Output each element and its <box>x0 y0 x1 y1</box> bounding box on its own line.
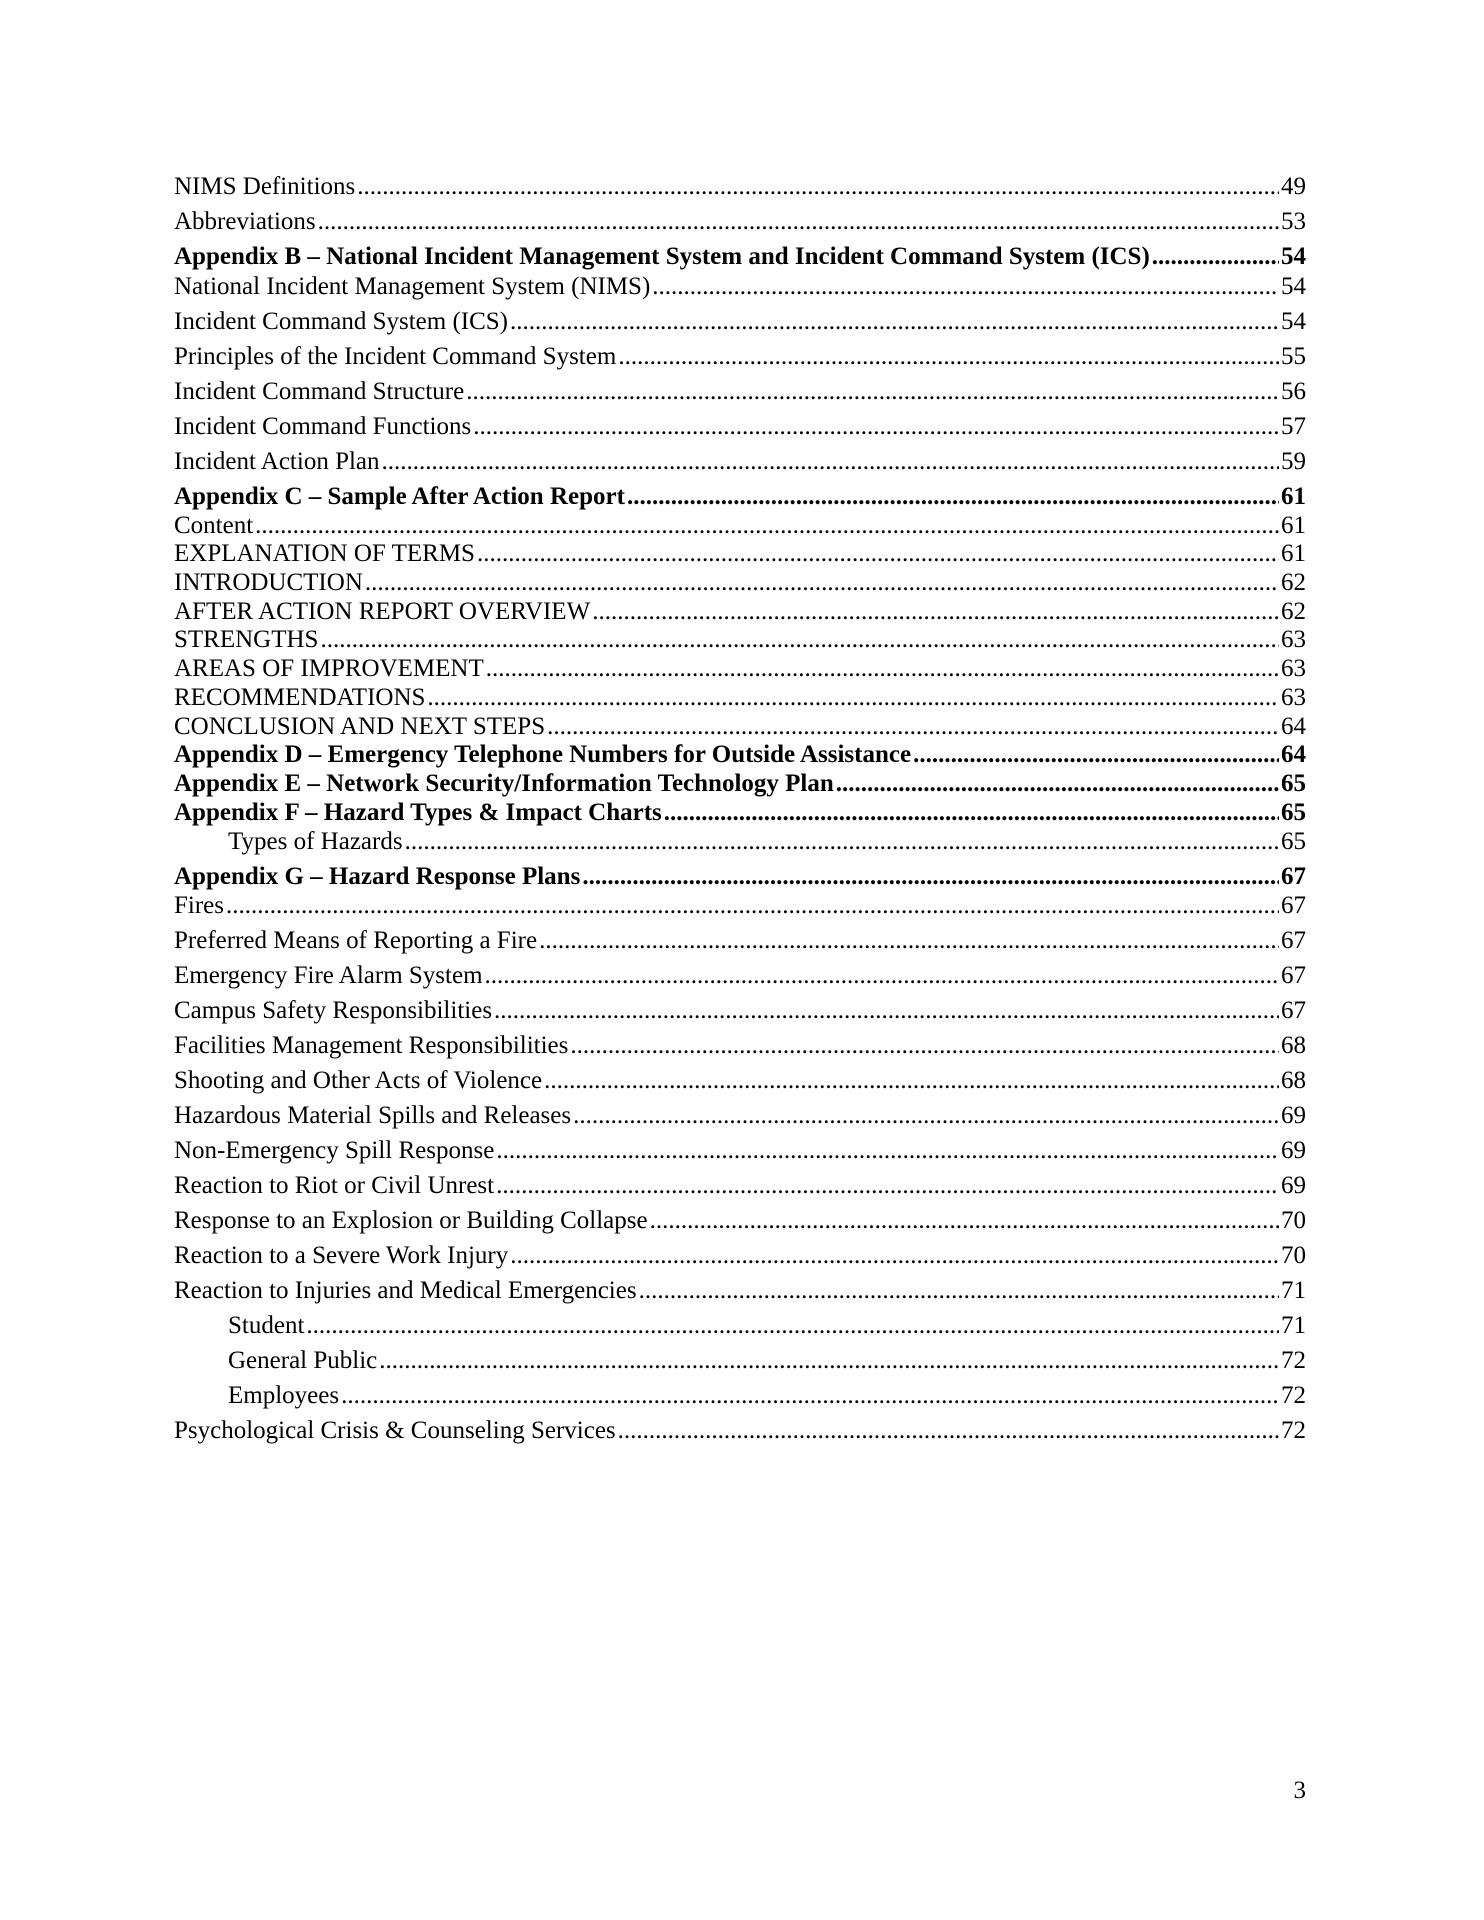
toc-entry[interactable] <box>174 683 1306 713</box>
toc-entry-title: Appendix B – National Incident Management System and Incident Command System (ICS) <box>174 243 1150 270</box>
toc-entry[interactable] <box>174 654 1306 684</box>
toc-entry-page-number: 69 <box>1281 1102 1306 1129</box>
toc-entry-page-number: 67 <box>1281 927 1306 954</box>
toc-entry-page-number: 67 <box>1281 892 1306 919</box>
dot-leader <box>582 862 1279 892</box>
toc-entry-title: National Incident Management System (NIMS) <box>174 273 651 300</box>
dot-leader <box>382 447 1279 477</box>
toc-entry-title: Content <box>174 512 254 539</box>
toc-entry-page-number: 54 <box>1281 243 1306 270</box>
dot-leader <box>573 1101 1279 1131</box>
toc-entry[interactable] <box>174 996 1306 1026</box>
toc-entry-title: Incident Command Functions <box>174 413 472 440</box>
toc-entry[interactable] <box>174 482 1306 512</box>
toc-entry[interactable] <box>174 1416 1306 1446</box>
dot-leader <box>618 342 1279 372</box>
dot-leader <box>320 625 1279 655</box>
dot-leader <box>544 1066 1279 1096</box>
toc-entry-title: Hazardous Material Spills and Releases <box>174 1102 572 1129</box>
dot-leader <box>306 1311 1279 1341</box>
dot-leader <box>255 511 1279 541</box>
toc-entry-title: Appendix E – Network Security/Information Technology Plan <box>174 770 834 797</box>
toc-entry-title: Campus Safety Responsibilities <box>174 997 493 1024</box>
toc-entry-title: Student <box>228 1312 305 1339</box>
page-number: 3 <box>1293 1777 1306 1804</box>
toc-entry-page-number: 65 <box>1281 770 1306 797</box>
toc-entry[interactable] <box>174 568 1306 598</box>
toc-entry[interactable] <box>174 926 1306 956</box>
toc-entry-page-number: 53 <box>1281 208 1306 235</box>
toc-entry-title: Response to an Explosion or Building Collapse <box>174 1207 648 1234</box>
toc-entry-title: RECOMMENDATIONS <box>174 684 426 711</box>
toc-entry-page-number: 65 <box>1281 828 1306 855</box>
dot-leader <box>913 740 1279 770</box>
toc-entry-title: Non-Emergency Spill Response <box>174 1137 495 1164</box>
toc-entry-title: Reaction to Riot or Civil Unrest <box>174 1172 495 1199</box>
toc-entry-title: Abbreviations <box>174 208 316 235</box>
toc-entry-title: Principles of the Incident Command System <box>174 343 617 370</box>
dot-leader <box>510 1241 1279 1271</box>
toc-entry-page-number: 54 <box>1281 273 1306 300</box>
toc-entry[interactable] <box>174 1066 1306 1096</box>
toc-entry-title: Emergency Fire Alarm System <box>174 962 483 989</box>
toc-entry[interactable] <box>174 172 1306 202</box>
toc-entry[interactable] <box>174 307 1306 337</box>
toc-entry-page-number: 67 <box>1281 962 1306 989</box>
dot-leader <box>357 172 1279 202</box>
toc-entry-page-number: 68 <box>1281 1067 1306 1094</box>
toc-entry-title: Incident Action Plan <box>174 448 380 475</box>
toc-entry-page-number: 67 <box>1281 997 1306 1024</box>
toc-entry-title: Psychological Crisis & Counseling Services <box>174 1417 616 1444</box>
toc-entry-page-number: 72 <box>1281 1382 1306 1409</box>
toc-entry-page-number: 55 <box>1281 343 1306 370</box>
toc-entry-page-number: 69 <box>1281 1172 1306 1199</box>
toc-entry-title: INTRODUCTION <box>174 569 363 596</box>
toc-entry-page-number: 71 <box>1281 1312 1306 1339</box>
dot-leader <box>226 891 1279 921</box>
dot-leader <box>365 568 1279 598</box>
toc-entry-title: Appendix D – Emergency Telephone Numbers for Outside Assistance <box>174 741 912 768</box>
toc-entry-page-number: 64 <box>1281 741 1306 768</box>
toc-entry-page-number: 71 <box>1281 1277 1306 1304</box>
dot-leader <box>477 539 1279 569</box>
toc-entry[interactable] <box>174 712 1306 742</box>
toc-entry-page-number: 70 <box>1281 1207 1306 1234</box>
toc-entry-title: STRENGTHS <box>174 626 319 653</box>
toc-entry-page-number: 64 <box>1281 713 1306 740</box>
dot-leader <box>486 654 1279 684</box>
toc-entry-title: Appendix F – Hazard Types & Impact Charts <box>174 799 662 826</box>
toc-entry-title: CONCLUSION AND NEXT STEPS <box>174 713 546 740</box>
dot-leader <box>473 412 1279 442</box>
toc-entry-page-number: 68 <box>1281 1032 1306 1059</box>
dot-leader <box>496 1171 1279 1201</box>
toc-entry-page-number: 61 <box>1281 512 1306 539</box>
toc-entry-page-number: 69 <box>1281 1137 1306 1164</box>
dot-leader <box>570 1031 1279 1061</box>
toc-entry[interactable] <box>174 625 1306 655</box>
toc-entry-page-number: 57 <box>1281 413 1306 440</box>
toc-entry-page-number: 49 <box>1281 173 1306 200</box>
toc-entry-page-number: 62 <box>1281 598 1306 625</box>
dot-leader <box>650 1206 1279 1236</box>
toc-entry-title: Types of Hazards <box>228 828 403 855</box>
toc-entry-page-number: 72 <box>1281 1417 1306 1444</box>
toc-entry[interactable] <box>174 242 1306 272</box>
toc-entry-title: Shooting and Other Acts of Violence <box>174 1067 543 1094</box>
toc-entry-page-number: 63 <box>1281 655 1306 682</box>
dot-leader <box>664 798 1279 828</box>
toc-entry-title: Incident Command Structure <box>174 378 465 405</box>
toc-entry[interactable] <box>174 377 1306 407</box>
toc-entry[interactable] <box>174 769 1306 799</box>
dot-leader <box>496 1136 1279 1166</box>
toc-entry[interactable] <box>174 272 1306 302</box>
toc-entry[interactable] <box>174 539 1306 569</box>
toc-entry-title: Reaction to a Severe Work Injury <box>174 1242 509 1269</box>
toc-entry-page-number: 61 <box>1281 540 1306 567</box>
dot-leader <box>547 712 1279 742</box>
toc-entry-title: AREAS OF IMPROVEMENT <box>174 655 484 682</box>
toc-entry[interactable] <box>174 1311 1306 1341</box>
dot-leader <box>510 307 1279 337</box>
toc-entry-page-number: 72 <box>1281 1347 1306 1374</box>
toc-entry-page-number: 62 <box>1281 569 1306 596</box>
toc-entry[interactable] <box>174 798 1306 828</box>
toc-entry[interactable] <box>174 827 1306 857</box>
toc-entry[interactable] <box>174 1346 1306 1376</box>
toc-entry-title: Fires <box>174 892 224 919</box>
toc-entry[interactable] <box>174 412 1306 442</box>
toc-entry-title: Reaction to Injuries and Medical Emergencies <box>174 1277 637 1304</box>
dot-leader <box>427 683 1279 713</box>
toc-entry-title: Appendix C – Sample After Action Report <box>174 483 625 510</box>
dot-leader <box>405 827 1279 857</box>
toc-entry-page-number: 67 <box>1281 863 1306 890</box>
dot-leader <box>592 597 1279 627</box>
toc-entry-title: Appendix G – Hazard Response Plans <box>174 863 581 890</box>
toc-entry[interactable] <box>174 740 1306 770</box>
dot-leader <box>627 482 1279 512</box>
dot-leader <box>639 1276 1279 1306</box>
toc-entry[interactable] <box>174 1206 1306 1236</box>
toc-entry[interactable] <box>174 1031 1306 1061</box>
dot-leader <box>494 996 1279 1026</box>
toc-entry-page-number: 63 <box>1281 684 1306 711</box>
toc-entry[interactable] <box>174 342 1306 372</box>
toc-entry-page-number: 54 <box>1281 308 1306 335</box>
dot-leader <box>466 377 1279 407</box>
toc-entry-page-number: 56 <box>1281 378 1306 405</box>
toc-entry-title: NIMS Definitions <box>174 173 356 200</box>
dot-leader <box>485 961 1279 991</box>
toc-entry-title: AFTER ACTION REPORT OVERVIEW <box>174 598 591 625</box>
toc-entry[interactable] <box>174 891 1306 921</box>
toc-entry-page-number: 70 <box>1281 1242 1306 1269</box>
toc-entry-page-number: 59 <box>1281 448 1306 475</box>
dot-leader <box>318 207 1279 237</box>
dot-leader <box>618 1416 1279 1446</box>
dot-leader <box>652 272 1279 302</box>
toc-entry[interactable] <box>174 207 1306 237</box>
toc-entry[interactable] <box>174 1171 1306 1201</box>
toc-entry-page-number: 63 <box>1281 626 1306 653</box>
toc-entry-page-number: 65 <box>1281 799 1306 826</box>
dot-leader <box>539 926 1279 956</box>
toc-entry[interactable] <box>174 862 1306 892</box>
toc-entry[interactable] <box>174 1276 1306 1306</box>
toc-entry-title: Employees <box>228 1382 340 1409</box>
toc-entry[interactable] <box>174 1381 1306 1411</box>
toc-entry-page-number: 61 <box>1281 483 1306 510</box>
toc-entry[interactable] <box>174 961 1306 991</box>
dot-leader <box>1152 242 1279 272</box>
toc-entry[interactable] <box>174 1241 1306 1271</box>
toc-entry[interactable] <box>174 1101 1306 1131</box>
toc-entry-title: Preferred Means of Reporting a Fire <box>174 927 538 954</box>
toc-entry-title: General Public <box>228 1347 378 1374</box>
dot-leader <box>379 1346 1279 1376</box>
dot-leader <box>341 1381 1279 1411</box>
toc-entry-title: EXPLANATION OF TERMS <box>174 540 475 567</box>
toc-entry[interactable] <box>174 1136 1306 1166</box>
toc-entry[interactable] <box>174 597 1306 627</box>
dot-leader <box>836 769 1279 799</box>
toc-entry-title: Incident Command System (ICS) <box>174 308 508 335</box>
toc-entry-title: Facilities Management Responsibilities <box>174 1032 569 1059</box>
toc-entry[interactable] <box>174 511 1306 541</box>
toc-entry[interactable] <box>174 447 1306 477</box>
